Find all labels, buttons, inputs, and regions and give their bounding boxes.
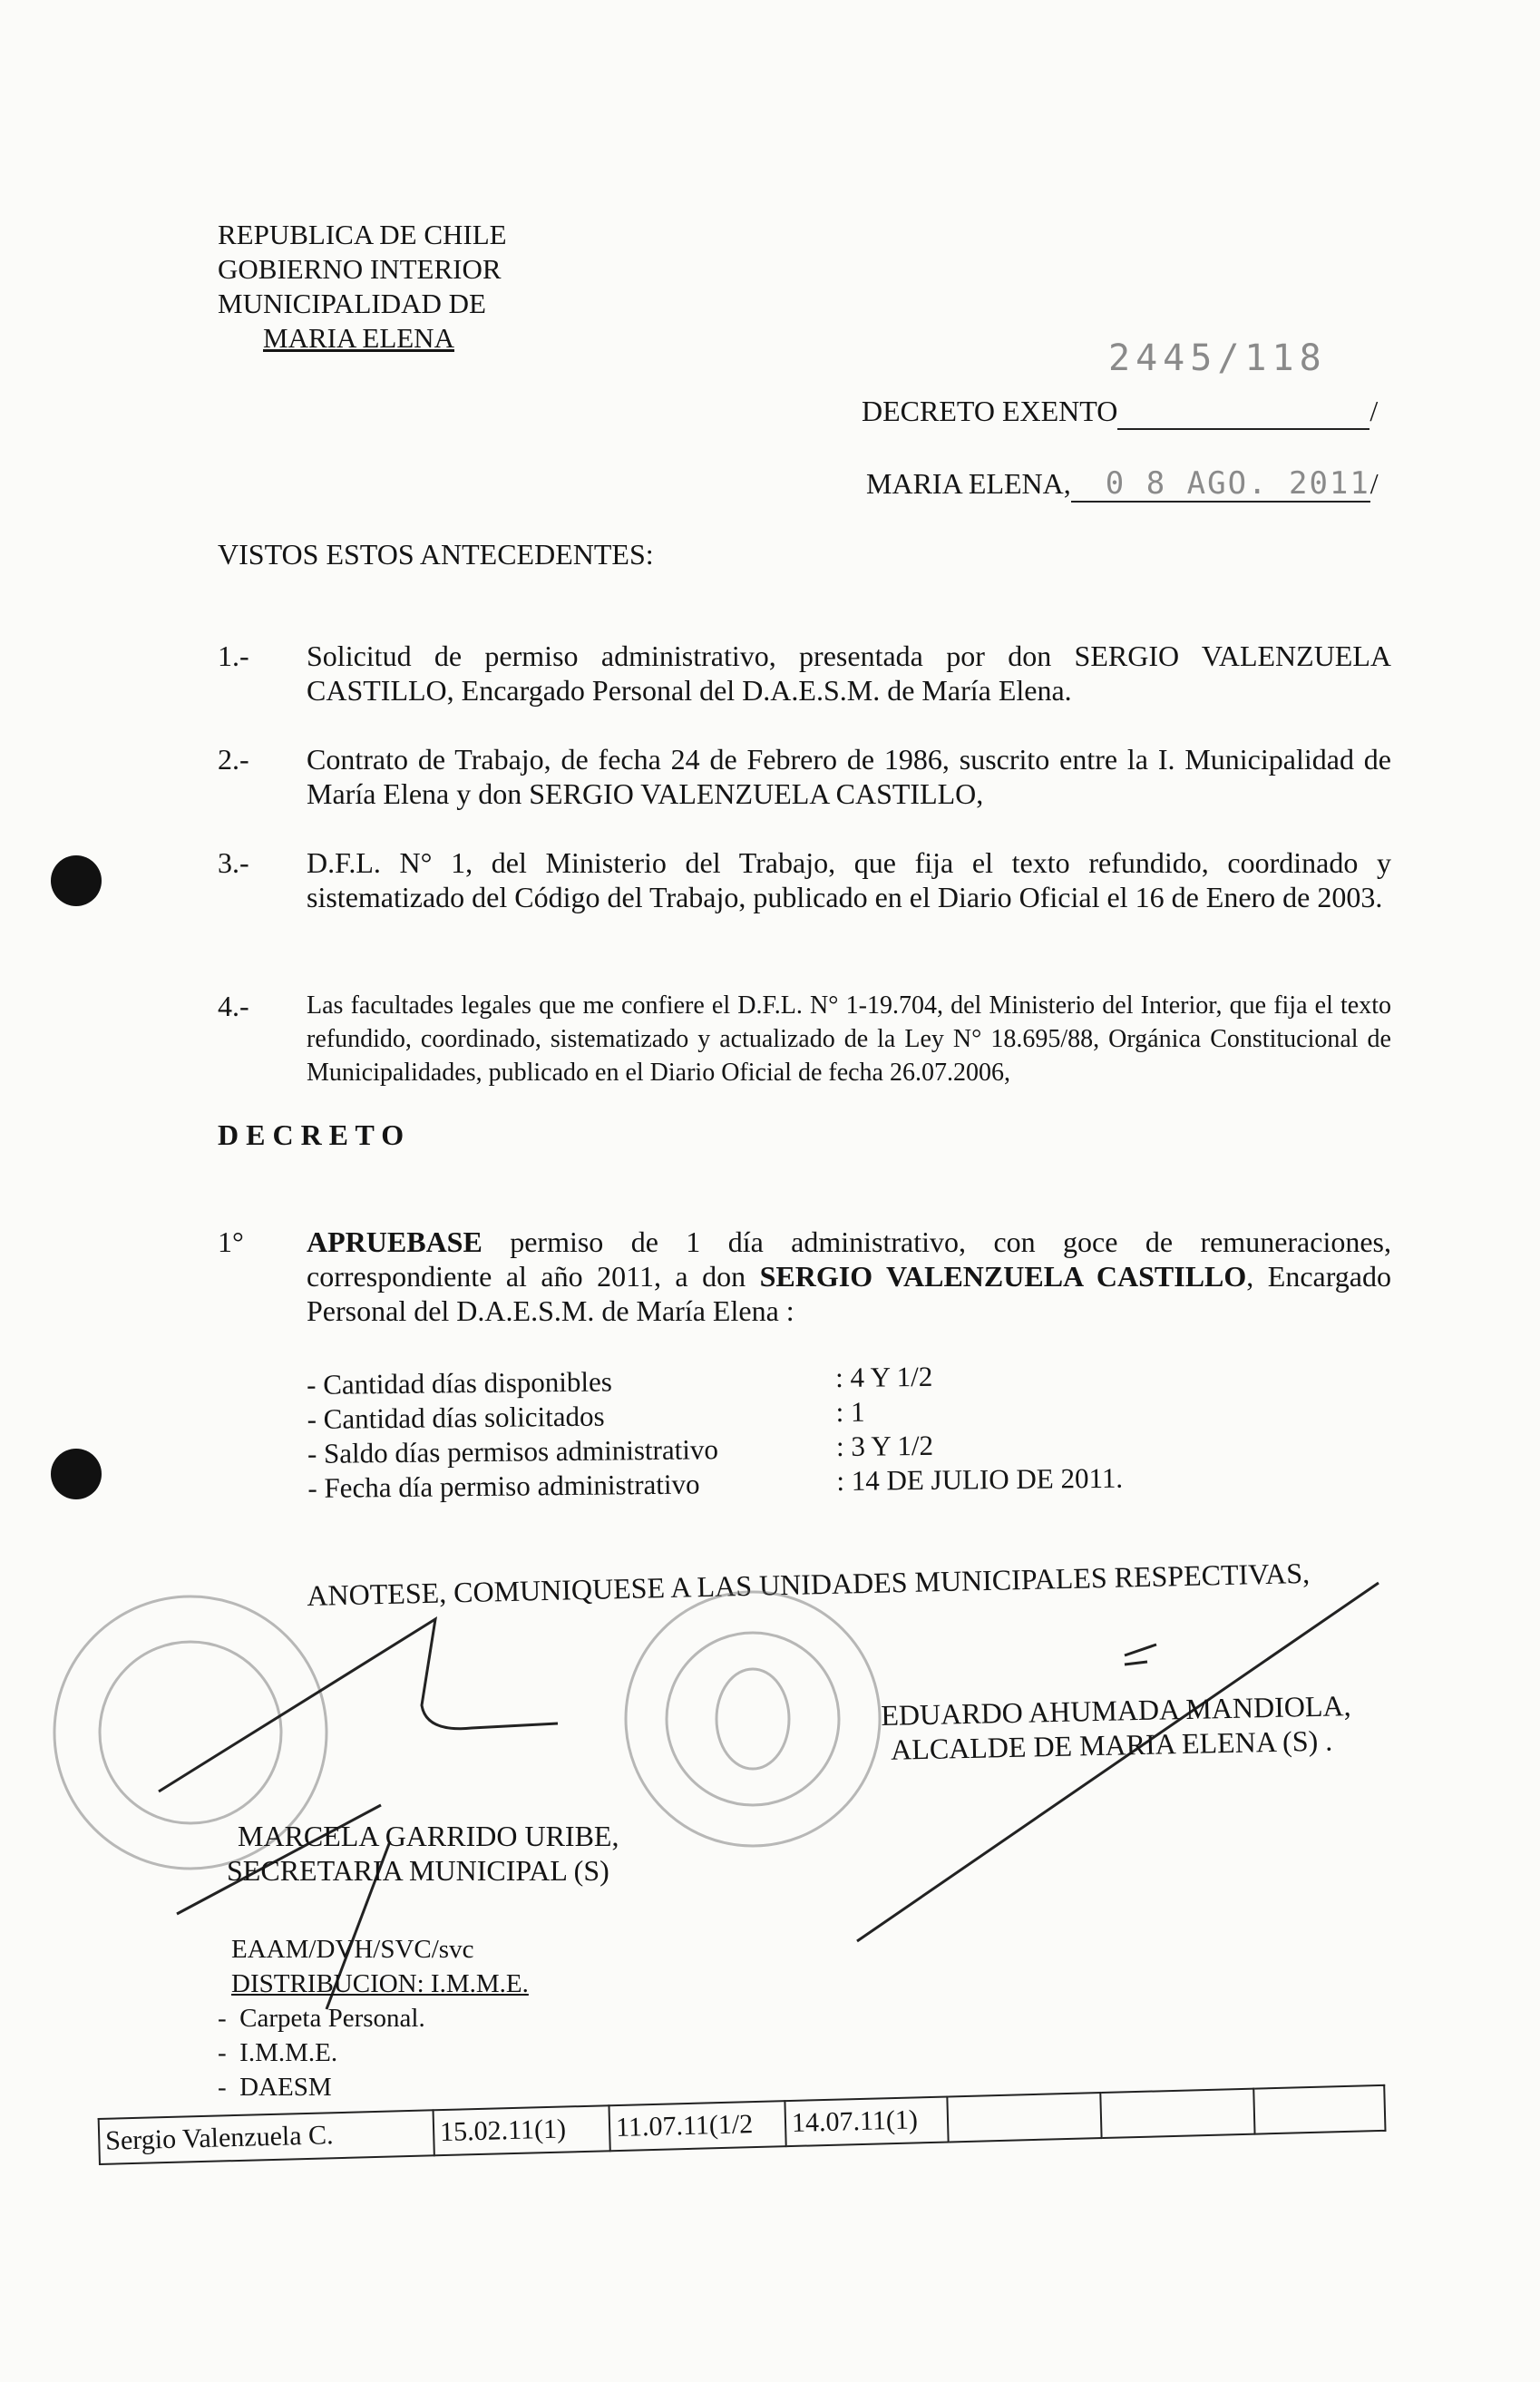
table-cell	[947, 2093, 1101, 2142]
table-cell: Sergio Valenzuela C.	[99, 2110, 434, 2164]
distribution-item: - I.M.M.E.	[218, 2038, 338, 2067]
antecedent-text: Las facultades legales que me confiere el D.F.L. N° 1-19.704, del Ministerio del Interior, que fija el texto refundido, coordinado, sistematizado y actualizado de la Ley N° 18.695/88, Orgánica Constitucional de Municipalidades, publicado en el Diario Oficial de fecha 26.07.2006,	[307, 991, 1391, 1087]
item-number: 1.-	[218, 639, 249, 672]
table-cell	[1100, 2089, 1254, 2138]
header-line: MUNICIPALIDAD DE	[218, 288, 486, 319]
detail-value: : 1	[835, 1395, 865, 1428]
mayor-signature-block	[881, 1688, 1352, 1767]
header-line: MARIA ELENA	[263, 322, 454, 354]
secretary-title: SECRETARIA MUNICIPAL (S)	[227, 1854, 609, 1887]
distribution-item-text: Carpeta Personal.	[239, 2004, 425, 2033]
decreto-exento-label: DECRETO EXENTO	[862, 395, 1118, 427]
date-stamp: 0 8 AGO. 2011	[1105, 465, 1370, 502]
secretary-signature-block	[227, 1819, 619, 1888]
initials: EAAM/DVH/SVC/svc	[231, 1935, 474, 1964]
mayor-seal	[626, 1592, 880, 1846]
distribution-item: - DAESM	[218, 2073, 332, 2102]
mayor-title: ALCALDE DE MARIA ELENA (S) .	[890, 1723, 1333, 1766]
detail-label: - Fecha día permiso administrativo	[307, 1468, 700, 1504]
punch-hole	[51, 1449, 102, 1499]
item-number: 3.-	[218, 846, 249, 879]
distribution-block	[218, 1932, 529, 2104]
decree-number-stamp: 2445/118	[1108, 337, 1327, 379]
table-cell: 14.07.11(1)	[785, 2096, 948, 2146]
slash: /	[1369, 467, 1379, 500]
table-cell: 15.02.11(1)	[434, 2105, 610, 2155]
distribution-item-text: DAESM	[239, 2073, 332, 2102]
antecedent-text: Contrato de Trabajo, de fecha 24 de Febrero de 1986, suscrito entre la I. Municipalidad de María Elena y don SERGIO VALENZUELA CASTILLO,	[307, 743, 1391, 810]
header-line: REPUBLICA DE CHILE	[218, 219, 507, 250]
vistos-heading: VISTOS ESTOS ANTECEDENTES:	[218, 538, 654, 571]
slash: /	[1369, 395, 1379, 427]
place-label: MARIA ELENA,	[866, 467, 1071, 500]
punch-hole	[51, 855, 102, 906]
header-line: GOBIERNO INTERIOR	[218, 253, 502, 285]
table-cell: 11.07.11(1/2	[609, 2101, 785, 2151]
resolution-part: permiso de 1 día administrativo, con goce de remuneraciones, correspondiente al año 2011, a don	[307, 1225, 1391, 1293]
closing-text: ANOTESE, COMUNIQUESE A LAS UNIDADES MUNICIPALES RESPECTIVAS,	[307, 1556, 1311, 1612]
item-number: 1°	[218, 1225, 244, 1258]
detail-label: - Saldo días permisos administrativo	[307, 1433, 719, 1469]
detail-value: : 14 DE JULIO DE 2011.	[836, 1461, 1124, 1497]
detail-label: - Cantidad días disponibles	[307, 1365, 613, 1401]
resolution-part: , Encargado Personal del D.A.E.S.M. de María Elena :	[307, 1260, 1392, 1327]
decreto-heading: D E C R E T O	[218, 1118, 404, 1151]
mayor-name: EDUARDO AHUMADA MANDIOLA,	[881, 1689, 1351, 1732]
detail-label: - Cantidad días solicitados	[307, 1400, 605, 1435]
distribution-item: - Carpeta Personal.	[218, 2004, 425, 2033]
resolution-verb: APRUEBASE	[307, 1225, 482, 1258]
item-number: 4.-	[218, 990, 249, 1022]
antecedent-text: D.F.L. N° 1, del Ministerio del Trabajo, que fija el texto refundido, coordinado y sistematizado del Código del Trabajo, publicado en el Diario Oficial el 16 de Enero de 2003.	[307, 846, 1391, 913]
detail-value: : 3 Y 1/2	[835, 1429, 934, 1462]
secretary-name: MARCELA GARRIDO URIBE,	[238, 1820, 619, 1852]
distribution-label: DISTRIBUCION: I.M.M.E.	[231, 1969, 529, 1998]
detail-value: : 4 Y 1/2	[835, 1360, 933, 1393]
antecedent-text: Solicitud de permiso administrativo, presentada por don SERGIO VALENZUELA CASTILLO, Encargado Personal del D.A.E.S.M. de María Elena.	[307, 639, 1391, 707]
table-cell	[1253, 2085, 1385, 2134]
employee-name: SERGIO VALENZUELA CASTILLO	[759, 1260, 1247, 1293]
item-number: 2.-	[218, 743, 249, 776]
distribution-item-text: I.M.M.E.	[239, 2038, 338, 2067]
